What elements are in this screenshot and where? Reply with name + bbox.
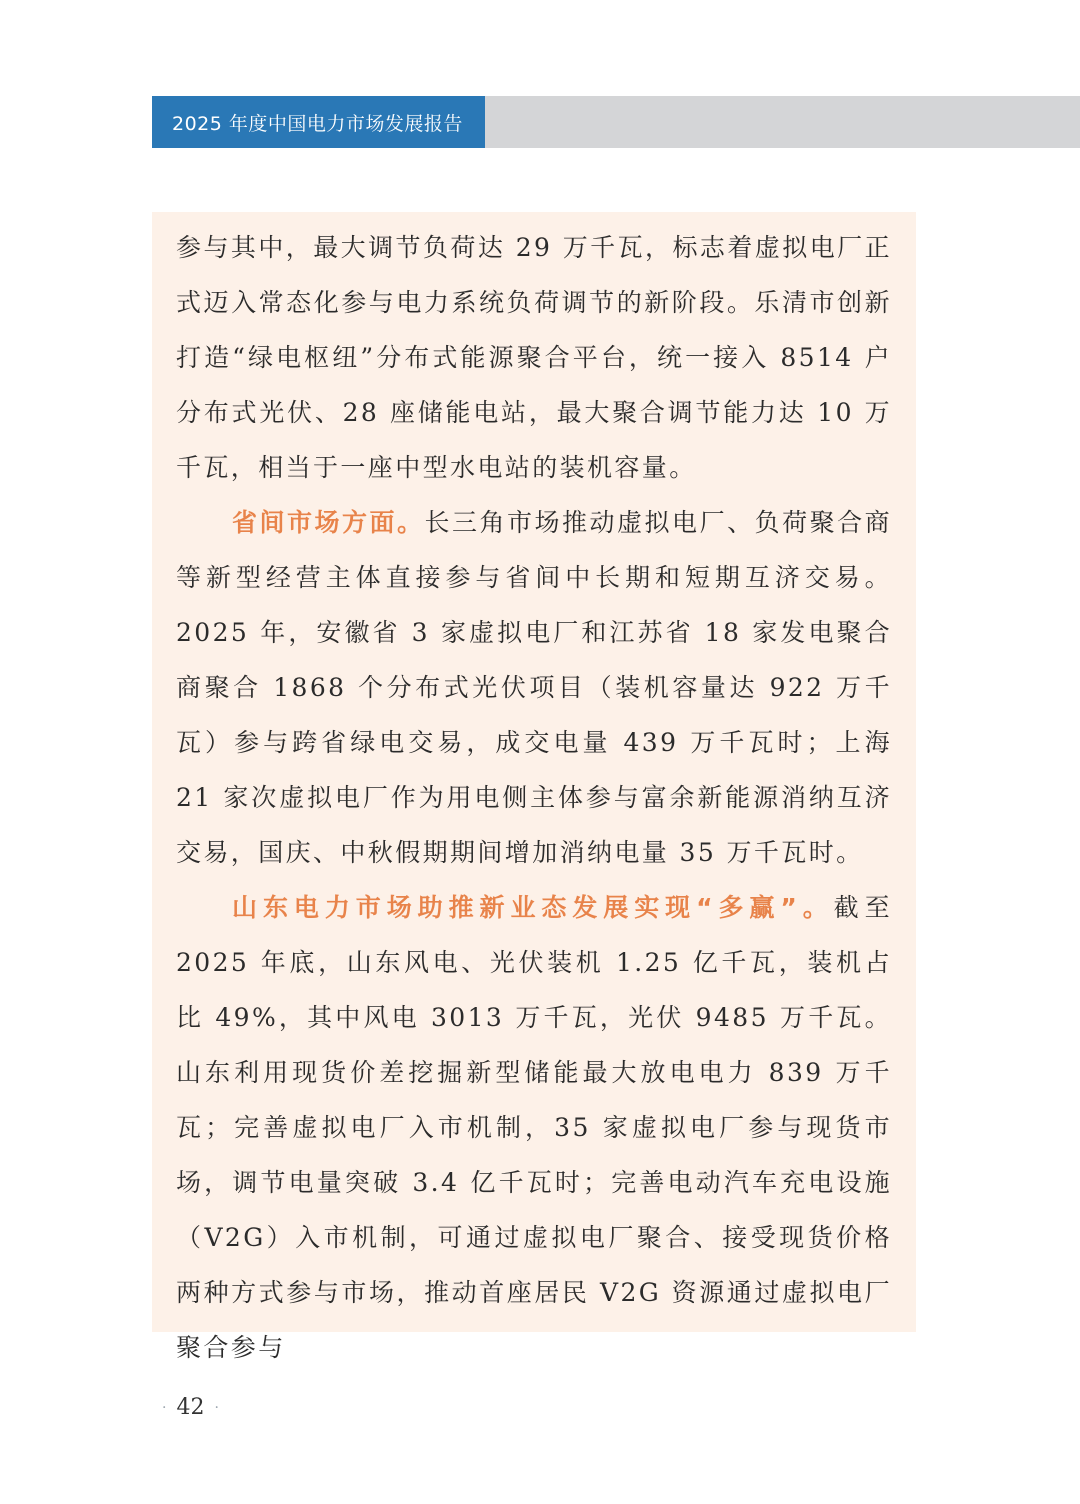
paragraph-3-lead: 山东电力市场助推新业态发展实现“多赢”。 [232,893,834,922]
paragraph-1-text: 参与其中，最大调节负荷达 29 万千瓦，标志着虚拟电厂正式迈入常态化参与电力系统负荷调节的新阶段。乐清市创新打造“绿电枢纽”分布式能源聚合平台，统一接入 8514 户分布式光伏、28 座储能电站，最大聚合调节能力达 10 万千瓦，相当于一座中型水电站的装机容量。 [176,233,892,482]
paragraph-3 [176,880,892,1375]
paragraph-1 [176,220,892,495]
page-dot-right: · [214,1399,219,1416]
paragraph-2-text: 长三角市场推动虚拟电厂、负荷聚合商等新型经营主体直接参与省间中长期和短期互济交易。2025 年，安徽省 3 家虚拟电厂和江苏省 18 家发电聚合商聚合 1868 个分布式光伏项目（装机容量达 922 万千瓦）参与跨省绿电交易，成交电量 439 万千瓦时；上海 21 家次虚拟电厂作为用电侧主体参与富余新能源消纳互济交易，国庆、中秋假期期间增加消纳电量 35 万千瓦时。 [176,508,892,867]
report-title: 2025 年度中国电力市场发展报告 [172,112,463,135]
content-box [152,212,916,1362]
paragraph-2-lead: 省间市场方面。 [232,508,425,537]
paragraph-2 [176,495,892,880]
header-title-box [152,96,485,148]
page-footer [152,1395,229,1420]
page-number: 42 [176,1395,205,1420]
paragraph-3-text: 截至 2025 年底，山东风电、光伏装机 1.25 亿千瓦，装机占比 49%，其中风电 3013 万千瓦，光伏 9485 万千瓦。山东利用现货价差挖掘新型储能最大放电电力 839 万千瓦；完善虚拟电厂入市机制，35 家虚拟电厂参与现货市场，调节电量突破 3.4 亿千瓦时；完善电动汽车充电设施（V2G）入市机制，可通过虚拟电厂聚合、接受现货价格两种方式参与市场，推动首座居民 V2G 资源通过虚拟电厂聚合参与 [176,893,892,1362]
page-dot-left: · [162,1399,167,1416]
